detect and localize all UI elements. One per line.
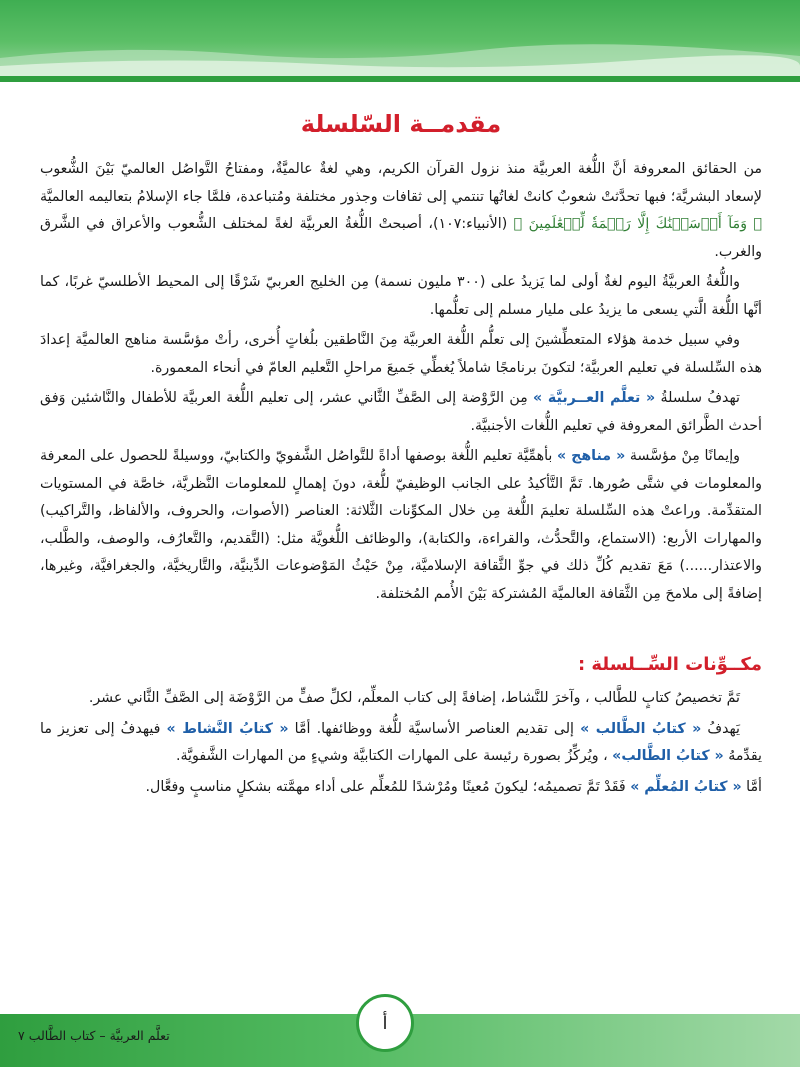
components-p2-end: ، ويُركِّزُ بصورة رئيسة على المهارات الكتابيَّة وشيءٍ من المهارات الشَّفويَّة. bbox=[175, 748, 608, 764]
components-p3-start: أمَّا bbox=[746, 778, 762, 795]
intro-paragraph-1 bbox=[40, 156, 762, 266]
teacher-book-term: « كتابُ المُعلِّم » bbox=[630, 778, 742, 795]
page-number: أ bbox=[356, 994, 414, 1052]
intro-paragraph-4 bbox=[40, 385, 762, 440]
intro-p4-end: مِن الرَّوْضة إلى الصَّفِّ الثَّاني عشر، إلى تعليم اللُّغة العربيَّة للأطفال والنَّاشئين وَفق أحدث الطَّرائق المعروفة في تعليم اللُّغات الأجنبيَّة. bbox=[40, 390, 762, 434]
header-wave-decoration bbox=[0, 36, 800, 76]
components-p3-end: فَقَدْ تَمَّ تصميمُه؛ ليكونَ مُعينًا ومُرْشدًا للمُعلِّم على أداء مهمَّته بشكلٍ مناسبٍ وفعَّال. bbox=[145, 778, 626, 795]
header-rule bbox=[0, 76, 800, 82]
page-title: مقدمــة السّلسلة bbox=[300, 110, 502, 138]
publisher-name: « مناهج » bbox=[556, 448, 626, 464]
components-p2-mid2: فيهدفُ إلى تعزيز ما يقدِّمهُ bbox=[40, 720, 762, 764]
intro-p4-start: تهدفُ سلسلةُ bbox=[660, 390, 740, 406]
intro-p5-start: وإيمانًا مِنْ مؤسَّسة bbox=[629, 448, 740, 464]
intro-p5-end: بأهمِّيَّة تعليم اللُّغة بوصفها أداةً للتَّواصُل الشَّفويّ والكتابيّ، ووسيلةً للحصول على المعرفة والمعلومات في شتَّى صُورها. تَمَّ التَّأكيدُ على الجانب الوظيفيّ للُّغة، دونَ إهمالٍ للمعلومات النَّظريَّة، خاصَّة في المستويات المتقدِّمة. وراعتْ هذه السِّلسلة تعليمَ اللُّغة مِن خلال المكوِّنات الثَّلاثة: العناصر (الأصوات، والحروف، والألفاظ، والتَّراكيب) والمهارات الأربع: (الاستماع، والتَّحدُّث، والقراءة، والكتابة)، والوظائف اللُّغويَّة مثل: (التَّقديم، والتَّعارُف، والوصف، والطَّلب، والاعتذار......) مَعَ تقديم كُلِّ ذلك في جوِّ الثَّقافة الإسلاميَّة، مِنْ حَيْثُ المَوْضوعات الدِّينيَّة، والتَّاريخيَّة، والجغرافيَّة، وغيرها، إضافةً إلى ملامحَ مِن الثَّقافة العالميَّة المُشتركة بَيْنَ الأُمم المُختلفة. bbox=[40, 448, 762, 602]
page-content bbox=[40, 110, 762, 804]
components-paragraph-2 bbox=[40, 716, 762, 771]
quran-verse: ﴿ وَمَآ أَرۡسَلۡنَٰكَ إِلَّا رَحۡمَةٗ لِّلۡعَٰلَمِينَ ﴾ bbox=[513, 216, 762, 232]
activity-book-term: « كتابُ النَّشاط » bbox=[166, 720, 289, 737]
header-band bbox=[0, 0, 800, 76]
series-name: « تعلَّم العــربيَّة » bbox=[533, 390, 656, 406]
intro-p1-text: من الحقائق المعروفة أنَّ اللُّغة العربيَّة منذ نزول القرآن الكريم، وهي لغةٌ عالميَّةٌ، ومفتاحُ التَّواصُل العالميّ بَيْنَ الشُّعوب لإسعاد البشريَّة؛ فبها تحدَّثتْ شعوبٌ كانتْ لغاتُها تنتمي إلى ثقافات وجذور مختلفة ومُتباعدة، فلمَّا جاء الإسلامُ بتعاليمه العالميَّة bbox=[40, 161, 762, 205]
components-p2-mid: إلى تقديم العناصر الأساسيَّة للُّغة ووظائفها. أمَّا bbox=[294, 720, 574, 737]
components-paragraph-1: تَمَّ تخصيصُ كتابٍ للطَّالب ، وآخرَ للنَّشاط، إضافةً إلى كتاب المعلِّم، لكلِّ صفٍّ من الرَّوْضَة إلى الصَّفِّ الثَّاني عشر. bbox=[88, 690, 740, 706]
intro-paragraph-2: واللُّغةُ العربيَّةُ اليوم لغةٌ أولى لما يَزيدُ على (٣٠٠ مليون نسمة) مِن الخليج العربيّ شَرْقًا إلى المحيط الأطلسيّ غربًا، كما أنَّها اللُّغة الَّتي يسعى ما يزيدُ على مليار مسلم إلى تعلُّمها. bbox=[40, 274, 762, 318]
intro-p1-text-end: (الأنبياء:١٠٧)، أصبحتْ اللُّغةُ العربيَّة لغةً لمختلف الشُّعوب والأعراق في الشَّرق والغرب. bbox=[40, 216, 762, 260]
intro-paragraph-5 bbox=[40, 443, 762, 608]
student-book-term-2: « كتابُ الطَّالب» bbox=[612, 748, 724, 764]
intro-paragraph-3: وفي سبيل خدمة هؤلاء المتعطِّشينَ إلى تعلُّم اللُّغة العربيَّة مِنَ النَّاطقين بلُغاتٍ أُخرى، رأتْ مؤسَّسة مناهج العالميَّة إعدادَ هذه السِّلسلة في تعليم العربيَّة؛ لتكونَ برنامجًا شاملاً يُغطِّي جَميعَ مراحلِ التَّعليم العامّ في أنحاء المعمورة. bbox=[40, 332, 762, 376]
student-book-term: « كتابُ الطَّالب » bbox=[580, 720, 702, 737]
components-heading: مكــوِّنات السِّــلسلة : bbox=[577, 654, 762, 675]
components-p2-start: يَهدفُ bbox=[707, 720, 741, 737]
footer-book-title: تعلَّم العربيَّة – كتاب الطَّالب ٧ bbox=[18, 1028, 170, 1043]
components-paragraph-3 bbox=[40, 774, 762, 802]
